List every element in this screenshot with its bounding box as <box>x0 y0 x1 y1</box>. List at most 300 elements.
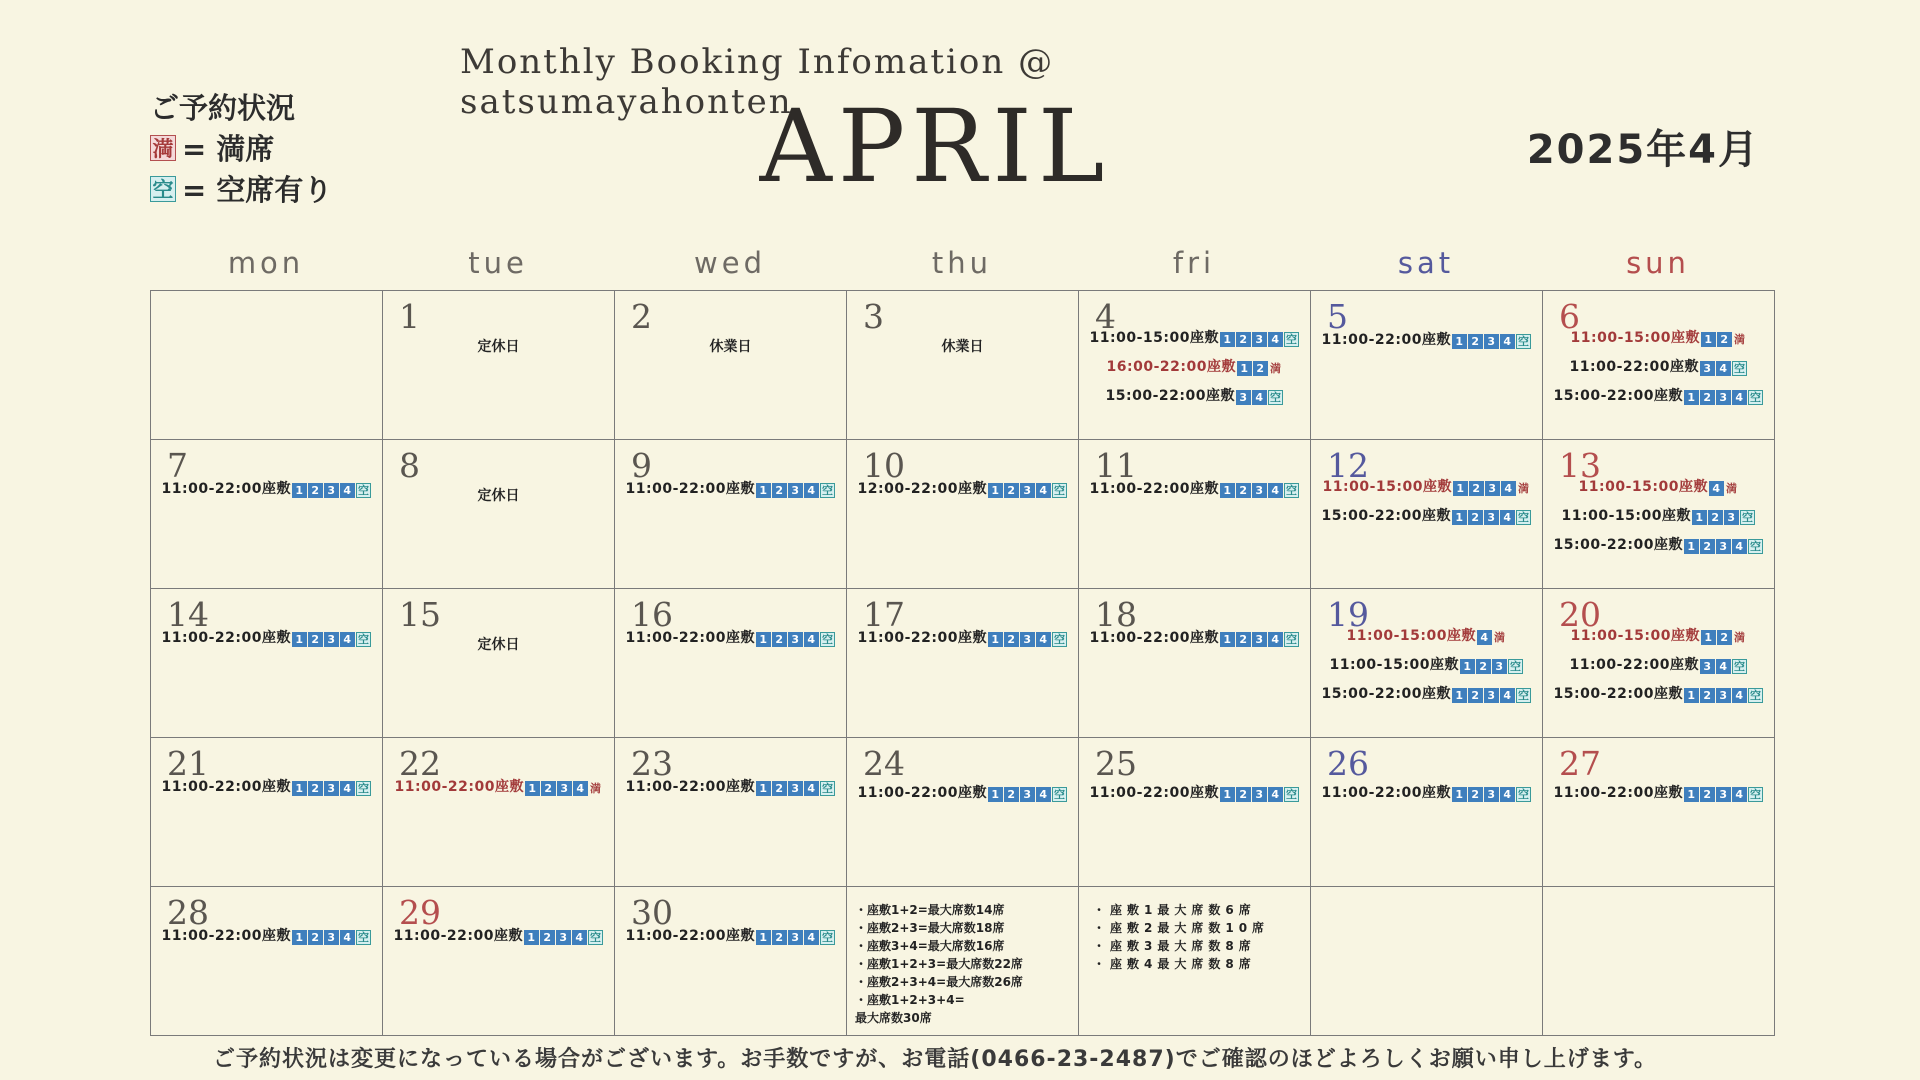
seat-number-badge: 4 <box>1732 539 1747 554</box>
vacant-status-icon: 空 <box>1733 660 1746 673</box>
year-month-label: 2025年4月 <box>1526 127 1760 173</box>
seat-number-badge: 1 <box>1452 510 1467 525</box>
seat-number-badge: 4 <box>340 483 355 498</box>
time-slot[interactable] <box>1079 385 1310 405</box>
vacant-status-icon: 空 <box>821 931 834 944</box>
seating-info-line: ・座敷2+3+4=最大席数26席 <box>855 975 1023 989</box>
empty-cell <box>1543 887 1775 1036</box>
time-slot[interactable] <box>383 776 614 796</box>
seating-info-line: ・座敷1+2=最大席数14席 <box>855 903 1005 917</box>
seating-info-line: ・座敷2+3=最大席数18席 <box>855 921 1005 935</box>
seat-number-badge: 3 <box>1236 390 1251 405</box>
slot-time: 15:00-22:00座敷 <box>1321 508 1451 524</box>
time-slot[interactable] <box>1543 654 1774 674</box>
seat-number-badge: 3 <box>1484 510 1499 525</box>
slot-time: 11:00-22:00座敷 <box>1569 657 1699 673</box>
seat-number-badge: 2 <box>772 632 787 647</box>
seating-info-line: ・座敷3最大席数8席 <box>1093 939 1256 953</box>
seat-number-badge: 2 <box>1236 632 1251 647</box>
day-number: 12 <box>1327 446 1369 485</box>
full-status-icon: 満 <box>1733 333 1746 346</box>
seat-number-badge: 3 <box>1700 659 1715 674</box>
slot-time: 11:00-22:00座敷 <box>1089 785 1219 801</box>
day-number: 3 <box>863 297 884 336</box>
seat-number-badge: 4 <box>1500 688 1515 703</box>
weekday-sun: sun <box>1626 246 1690 280</box>
slot-list <box>615 627 846 656</box>
full-mark-icon: 満 <box>150 135 176 161</box>
seat-number-badge: 2 <box>540 930 555 945</box>
seat-number-badge: 4 <box>1036 632 1051 647</box>
day-number: 26 <box>1327 744 1369 783</box>
day-cell-29[interactable] <box>383 887 615 1036</box>
slot-time: 11:00-15:00座敷 <box>1329 657 1459 673</box>
seat-number-badge: 3 <box>788 930 803 945</box>
seat-number-badge: 2 <box>541 781 556 796</box>
seat-number-badge: 3 <box>1716 539 1731 554</box>
day-cell-20[interactable] <box>1543 589 1775 738</box>
seat-number-badge: 1 <box>1452 688 1467 703</box>
full-status-icon: 満 <box>1493 631 1506 644</box>
slot-list <box>1079 478 1310 507</box>
time-slot[interactable] <box>1079 327 1310 347</box>
day-cell-22[interactable] <box>383 738 615 887</box>
seat-number-badge: 4 <box>572 930 587 945</box>
slot-time: 11:00-22:00座敷 <box>1321 332 1451 348</box>
time-slot[interactable] <box>151 925 382 945</box>
vacant-status-icon: 空 <box>1509 660 1522 673</box>
seat-number-badge: 1 <box>988 787 1003 802</box>
seat-number-badge: 3 <box>1484 688 1499 703</box>
time-slot[interactable] <box>1311 329 1542 349</box>
vacant-status-icon: 空 <box>1749 788 1762 801</box>
full-status-icon: 満 <box>1269 362 1282 375</box>
seat-number-badge: 2 <box>1004 632 1019 647</box>
vacant-status-icon: 空 <box>821 484 834 497</box>
seat-number-badge: 3 <box>1252 632 1267 647</box>
day-number: 18 <box>1095 595 1137 634</box>
seating-info <box>855 901 1023 1027</box>
time-slot[interactable] <box>1079 627 1310 647</box>
seat-number-badge: 1 <box>524 930 539 945</box>
day-cell-19[interactable] <box>1311 589 1543 738</box>
slot-time: 11:00-22:00座敷 <box>393 928 523 944</box>
seating-info-line: ・座敷1最大席数6席 <box>1093 903 1256 917</box>
seat-number-badge: 4 <box>1477 630 1492 645</box>
seating-info-line: ・座敷1+2+3=最大席数22席 <box>855 957 1023 971</box>
vacant-status-icon: 空 <box>821 633 834 646</box>
slot-list <box>615 478 846 507</box>
seat-number-badge: 1 <box>1453 481 1468 496</box>
day-number: 19 <box>1327 595 1369 634</box>
time-slot[interactable] <box>847 782 1078 802</box>
vacant-status-icon: 空 <box>1269 391 1282 404</box>
slot-time: 11:00-22:00座敷 <box>394 779 524 795</box>
seat-number-badge: 2 <box>772 483 787 498</box>
seat-number-badge: 4 <box>1036 787 1051 802</box>
slot-time: 11:00-22:00座敷 <box>1321 785 1451 801</box>
seat-number-badge: 2 <box>308 930 323 945</box>
vacant-status-icon: 空 <box>357 633 370 646</box>
closed-label: 定休日 <box>477 637 520 653</box>
seat-number-badge: 4 <box>804 632 819 647</box>
slot-time: 11:00-22:00座敷 <box>625 928 755 944</box>
seat-number-badge: 3 <box>1252 483 1267 498</box>
day-number: 17 <box>863 595 905 634</box>
seat-number-badge: 2 <box>1253 361 1268 376</box>
seat-number-badge: 4 <box>1709 481 1724 496</box>
full-status-icon: 満 <box>1733 631 1746 644</box>
slot-list <box>847 782 1078 811</box>
slot-time: 11:00-22:00座敷 <box>625 481 755 497</box>
seat-number-badge: 1 <box>756 483 771 498</box>
time-slot[interactable] <box>1311 476 1542 496</box>
seat-number-badge: 1 <box>1220 332 1235 347</box>
empty-cell <box>1311 887 1543 1036</box>
vacant-status-icon: 空 <box>1517 689 1530 702</box>
day-number: 16 <box>631 595 673 634</box>
seat-number-badge: 4 <box>573 781 588 796</box>
seat-number-badge: 1 <box>1237 361 1252 376</box>
seat-number-badge: 3 <box>1484 787 1499 802</box>
slot-time: 15:00-22:00座敷 <box>1553 537 1683 553</box>
day-number: 7 <box>167 446 188 485</box>
time-slot[interactable] <box>151 627 382 647</box>
vacant-status-icon: 空 <box>1733 362 1746 375</box>
seat-number-badge: 3 <box>788 632 803 647</box>
time-slot[interactable] <box>1543 625 1774 645</box>
time-slot[interactable] <box>1311 505 1542 525</box>
time-slot[interactable] <box>1079 782 1310 802</box>
closed-label: 定休日 <box>477 339 520 355</box>
time-slot[interactable] <box>383 925 614 945</box>
full-status-icon: 満 <box>589 782 602 795</box>
seat-number-badge: 2 <box>772 781 787 796</box>
seat-number-badge: 3 <box>1020 787 1035 802</box>
slot-time: 11:00-22:00座敷 <box>161 481 291 497</box>
seat-number-badge: 3 <box>324 781 339 796</box>
slot-time: 11:00-15:00座敷 <box>1322 479 1452 495</box>
time-slot[interactable] <box>1543 385 1774 405</box>
seat-number-badge: 2 <box>772 930 787 945</box>
seat-number-badge: 3 <box>557 781 572 796</box>
slot-list <box>1079 782 1310 811</box>
seat-number-badge: 2 <box>1004 787 1019 802</box>
slot-list <box>151 627 382 656</box>
seat-number-badge: 3 <box>788 483 803 498</box>
seat-number-badge: 2 <box>1468 787 1483 802</box>
vacant-status-icon: 空 <box>1517 335 1530 348</box>
seat-number-badge: 4 <box>1500 787 1515 802</box>
vacant-status-icon: 空 <box>1053 484 1066 497</box>
seat-number-badge: 4 <box>1732 688 1747 703</box>
weekday-sat: sat <box>1397 246 1455 280</box>
slot-time: 15:00-22:00座敷 <box>1553 388 1683 404</box>
day-number: 20 <box>1559 595 1601 634</box>
day-cell-5[interactable] <box>1311 291 1543 440</box>
footer-note: ご予約状況は変更になっている場合がございます。お手数ですが、お電話(0466-23-2487)でご確認のほどよろしくお願い申し上げます。 <box>213 1047 1657 1072</box>
seating-info-line: ・座敷3+4=最大席数16席 <box>855 939 1005 953</box>
slot-time: 15:00-22:00座敷 <box>1105 388 1235 404</box>
seat-number-badge: 4 <box>1268 483 1283 498</box>
time-slot[interactable] <box>1543 356 1774 376</box>
seat-number-badge: 4 <box>1036 483 1051 498</box>
day-number: 15 <box>399 595 441 634</box>
day-cell-13[interactable] <box>1543 440 1775 589</box>
vacant-status-icon: 空 <box>1749 540 1762 553</box>
seat-number-badge: 1 <box>1684 787 1699 802</box>
seat-number-badge: 3 <box>1020 632 1035 647</box>
vacant-status-icon: 空 <box>1285 484 1298 497</box>
seat-number-badge: 4 <box>1732 787 1747 802</box>
seat-number-badge: 3 <box>1492 659 1507 674</box>
slot-time: 15:00-22:00座敷 <box>1321 686 1451 702</box>
slot-time: 16:00-22:00座敷 <box>1106 359 1236 375</box>
seat-number-badge: 2 <box>1717 332 1732 347</box>
vacant-status-icon: 空 <box>357 931 370 944</box>
seat-number-badge: 2 <box>1700 688 1715 703</box>
slot-time: 11:00-22:00座敷 <box>857 630 987 646</box>
slot-time: 12:00-22:00座敷 <box>857 481 987 497</box>
seat-number-badge: 1 <box>756 632 771 647</box>
seat-number-badge: 3 <box>788 781 803 796</box>
seat-number-badge: 1 <box>1701 630 1716 645</box>
day-cell-11[interactable] <box>1079 440 1311 589</box>
time-slot[interactable] <box>151 478 382 498</box>
seat-number-badge: 1 <box>292 632 307 647</box>
seat-number-badge: 1 <box>1701 332 1716 347</box>
seat-number-badge: 3 <box>1700 361 1715 376</box>
seat-number-badge: 2 <box>1700 539 1715 554</box>
day-cell-26[interactable] <box>1311 738 1543 887</box>
seat-number-badge: 4 <box>1268 787 1283 802</box>
slot-time: 11:00-15:00座敷 <box>1346 628 1476 644</box>
seat-number-badge: 1 <box>292 781 307 796</box>
time-slot[interactable] <box>615 627 846 647</box>
slot-list <box>383 776 614 805</box>
seat-number-badge: 2 <box>1468 334 1483 349</box>
slot-time: 15:00-22:00座敷 <box>1553 686 1683 702</box>
day-cell-4[interactable] <box>1079 291 1311 440</box>
time-slot[interactable] <box>1311 654 1542 674</box>
slot-list <box>1311 329 1542 358</box>
closed-label: 休業日 <box>941 339 984 355</box>
day-cell-18[interactable] <box>1079 589 1311 738</box>
seat-number-badge: 2 <box>1468 688 1483 703</box>
seat-number-badge: 3 <box>324 930 339 945</box>
seat-number-badge: 2 <box>1468 510 1483 525</box>
time-slot[interactable] <box>847 478 1078 498</box>
seat-number-badge: 1 <box>1220 787 1235 802</box>
seat-number-badge: 4 <box>1500 510 1515 525</box>
seat-number-badge: 4 <box>1716 361 1731 376</box>
day-cell-27[interactable] <box>1543 738 1775 887</box>
calendar-grid <box>150 290 1775 1036</box>
seat-number-badge: 4 <box>804 930 819 945</box>
seat-number-badge: 1 <box>1220 632 1235 647</box>
day-cell-10[interactable] <box>847 440 1079 589</box>
seat-number-badge: 2 <box>1469 481 1484 496</box>
day-cell-9[interactable] <box>615 440 847 589</box>
weekday-wed: wed <box>694 246 766 280</box>
seat-number-badge: 1 <box>1684 390 1699 405</box>
slot-list <box>1543 476 1774 563</box>
slot-list <box>615 925 846 954</box>
day-number: 13 <box>1559 446 1601 485</box>
day-cell-8 <box>383 440 615 589</box>
seat-number-badge: 1 <box>1692 510 1707 525</box>
seat-number-badge: 3 <box>556 930 571 945</box>
seating-info <box>1093 901 1269 973</box>
day-number: 25 <box>1095 744 1137 783</box>
seat-number-badge: 3 <box>1484 334 1499 349</box>
slot-time: 11:00-22:00座敷 <box>161 928 291 944</box>
slot-list <box>151 478 382 507</box>
time-slot[interactable] <box>1543 534 1774 554</box>
slot-time: 11:00-22:00座敷 <box>161 779 291 795</box>
slot-time: 11:00-15:00座敷 <box>1570 628 1700 644</box>
weekday-thu: thu <box>931 246 993 280</box>
day-cell-6[interactable] <box>1543 291 1775 440</box>
vacant-status-icon: 空 <box>1285 633 1298 646</box>
seat-number-badge: 3 <box>1252 787 1267 802</box>
slot-list <box>615 776 846 805</box>
legend-full-label: = 満席 <box>182 132 275 166</box>
seat-number-badge: 1 <box>525 781 540 796</box>
day-cell-17[interactable] <box>847 589 1079 738</box>
time-slot[interactable] <box>151 776 382 796</box>
empty-cell <box>1079 887 1311 1036</box>
day-number: 30 <box>631 893 673 932</box>
full-status-icon: 満 <box>1725 482 1738 495</box>
seat-number-badge: 2 <box>308 483 323 498</box>
day-cell-16[interactable] <box>615 589 847 738</box>
seat-number-badge: 2 <box>308 781 323 796</box>
slot-time: 11:00-15:00座敷 <box>1089 330 1219 346</box>
slot-time: 11:00-22:00座敷 <box>1553 785 1683 801</box>
day-cell-12[interactable] <box>1311 440 1543 589</box>
day-cell-30[interactable] <box>615 887 847 1036</box>
seat-number-badge: 4 <box>340 632 355 647</box>
legend <box>150 86 332 209</box>
seat-number-badge: 1 <box>292 483 307 498</box>
day-cell-24[interactable] <box>847 738 1079 887</box>
seat-number-badge: 1 <box>1684 688 1699 703</box>
seat-number-badge: 1 <box>1452 334 1467 349</box>
time-slot[interactable] <box>1311 782 1542 802</box>
day-cell-7[interactable] <box>151 440 383 589</box>
seat-number-badge: 3 <box>1252 332 1267 347</box>
weekday-tue: tue <box>468 246 528 280</box>
slot-list <box>1543 327 1774 414</box>
day-number: 27 <box>1559 744 1601 783</box>
seat-number-badge: 3 <box>1716 390 1731 405</box>
seating-info-line: ・座敷2最大席数10席 <box>1093 921 1270 935</box>
day-number: 6 <box>1559 297 1580 336</box>
vacant-status-icon: 空 <box>1741 511 1754 524</box>
slot-list <box>383 925 614 954</box>
seat-number-badge: 2 <box>308 632 323 647</box>
day-cell-14[interactable] <box>151 589 383 738</box>
seat-number-badge: 4 <box>1501 481 1516 496</box>
day-cell-28[interactable] <box>151 887 383 1036</box>
time-slot[interactable] <box>615 925 846 945</box>
time-slot[interactable] <box>1543 683 1774 703</box>
day-number: 10 <box>863 446 905 485</box>
time-slot[interactable] <box>1543 505 1774 525</box>
weekday-fri: fri <box>1172 246 1216 280</box>
vacant-status-icon: 空 <box>1285 788 1298 801</box>
seat-number-badge: 4 <box>1732 390 1747 405</box>
empty-cell <box>847 887 1079 1036</box>
time-slot[interactable] <box>847 627 1078 647</box>
seat-number-badge: 4 <box>1268 632 1283 647</box>
time-slot[interactable] <box>1079 478 1310 498</box>
full-status-icon: 満 <box>1517 482 1530 495</box>
vacant-status-icon: 空 <box>357 484 370 497</box>
seat-number-badge: 4 <box>804 483 819 498</box>
day-number: 22 <box>399 744 441 783</box>
seat-number-badge: 3 <box>1020 483 1035 498</box>
time-slot[interactable] <box>615 776 846 796</box>
time-slot[interactable] <box>615 478 846 498</box>
weekday-mon: mon <box>227 246 305 280</box>
day-cell-23[interactable] <box>615 738 847 887</box>
slot-list <box>847 627 1078 656</box>
seat-number-badge: 4 <box>340 930 355 945</box>
vacant-status-icon: 空 <box>821 782 834 795</box>
slot-list <box>151 925 382 954</box>
slot-time: 11:00-22:00座敷 <box>1089 481 1219 497</box>
seat-number-badge: 1 <box>988 483 1003 498</box>
time-slot[interactable] <box>1543 476 1774 496</box>
seat-number-badge: 2 <box>1236 332 1251 347</box>
seat-number-badge: 2 <box>1717 630 1732 645</box>
day-cell-25[interactable] <box>1079 738 1311 887</box>
time-slot[interactable] <box>1543 782 1774 802</box>
closed-label: 休業日 <box>709 339 752 355</box>
legend-vacant <box>150 168 332 209</box>
seating-info-line: 最大席数30席 <box>855 1011 932 1025</box>
slot-time: 11:00-22:00座敷 <box>161 630 291 646</box>
day-number: 24 <box>863 744 905 783</box>
seat-number-badge: 1 <box>1684 539 1699 554</box>
time-slot[interactable] <box>1311 625 1542 645</box>
day-number: 9 <box>631 446 652 485</box>
seat-number-badge: 4 <box>340 781 355 796</box>
seat-number-badge: 3 <box>1716 688 1731 703</box>
slot-time: 11:00-22:00座敷 <box>1569 359 1699 375</box>
seat-number-badge: 2 <box>1700 390 1715 405</box>
vacant-status-icon: 空 <box>1285 333 1298 346</box>
slot-list <box>1543 625 1774 712</box>
slot-time: 11:00-22:00座敷 <box>625 630 755 646</box>
vacant-status-icon: 空 <box>1517 788 1530 801</box>
slot-list <box>847 478 1078 507</box>
vacant-status-icon: 空 <box>1517 511 1530 524</box>
slot-time: 11:00-22:00座敷 <box>625 779 755 795</box>
time-slot[interactable] <box>1079 356 1310 376</box>
seat-number-badge: 1 <box>1460 659 1475 674</box>
seat-number-badge: 4 <box>1716 659 1731 674</box>
seat-number-badge: 2 <box>1476 659 1491 674</box>
time-slot[interactable] <box>1543 327 1774 347</box>
slot-list <box>1311 782 1542 811</box>
time-slot[interactable] <box>1311 683 1542 703</box>
empty-cell <box>151 291 383 440</box>
day-cell-21[interactable] <box>151 738 383 887</box>
slot-time: 11:00-15:00座敷 <box>1578 479 1708 495</box>
